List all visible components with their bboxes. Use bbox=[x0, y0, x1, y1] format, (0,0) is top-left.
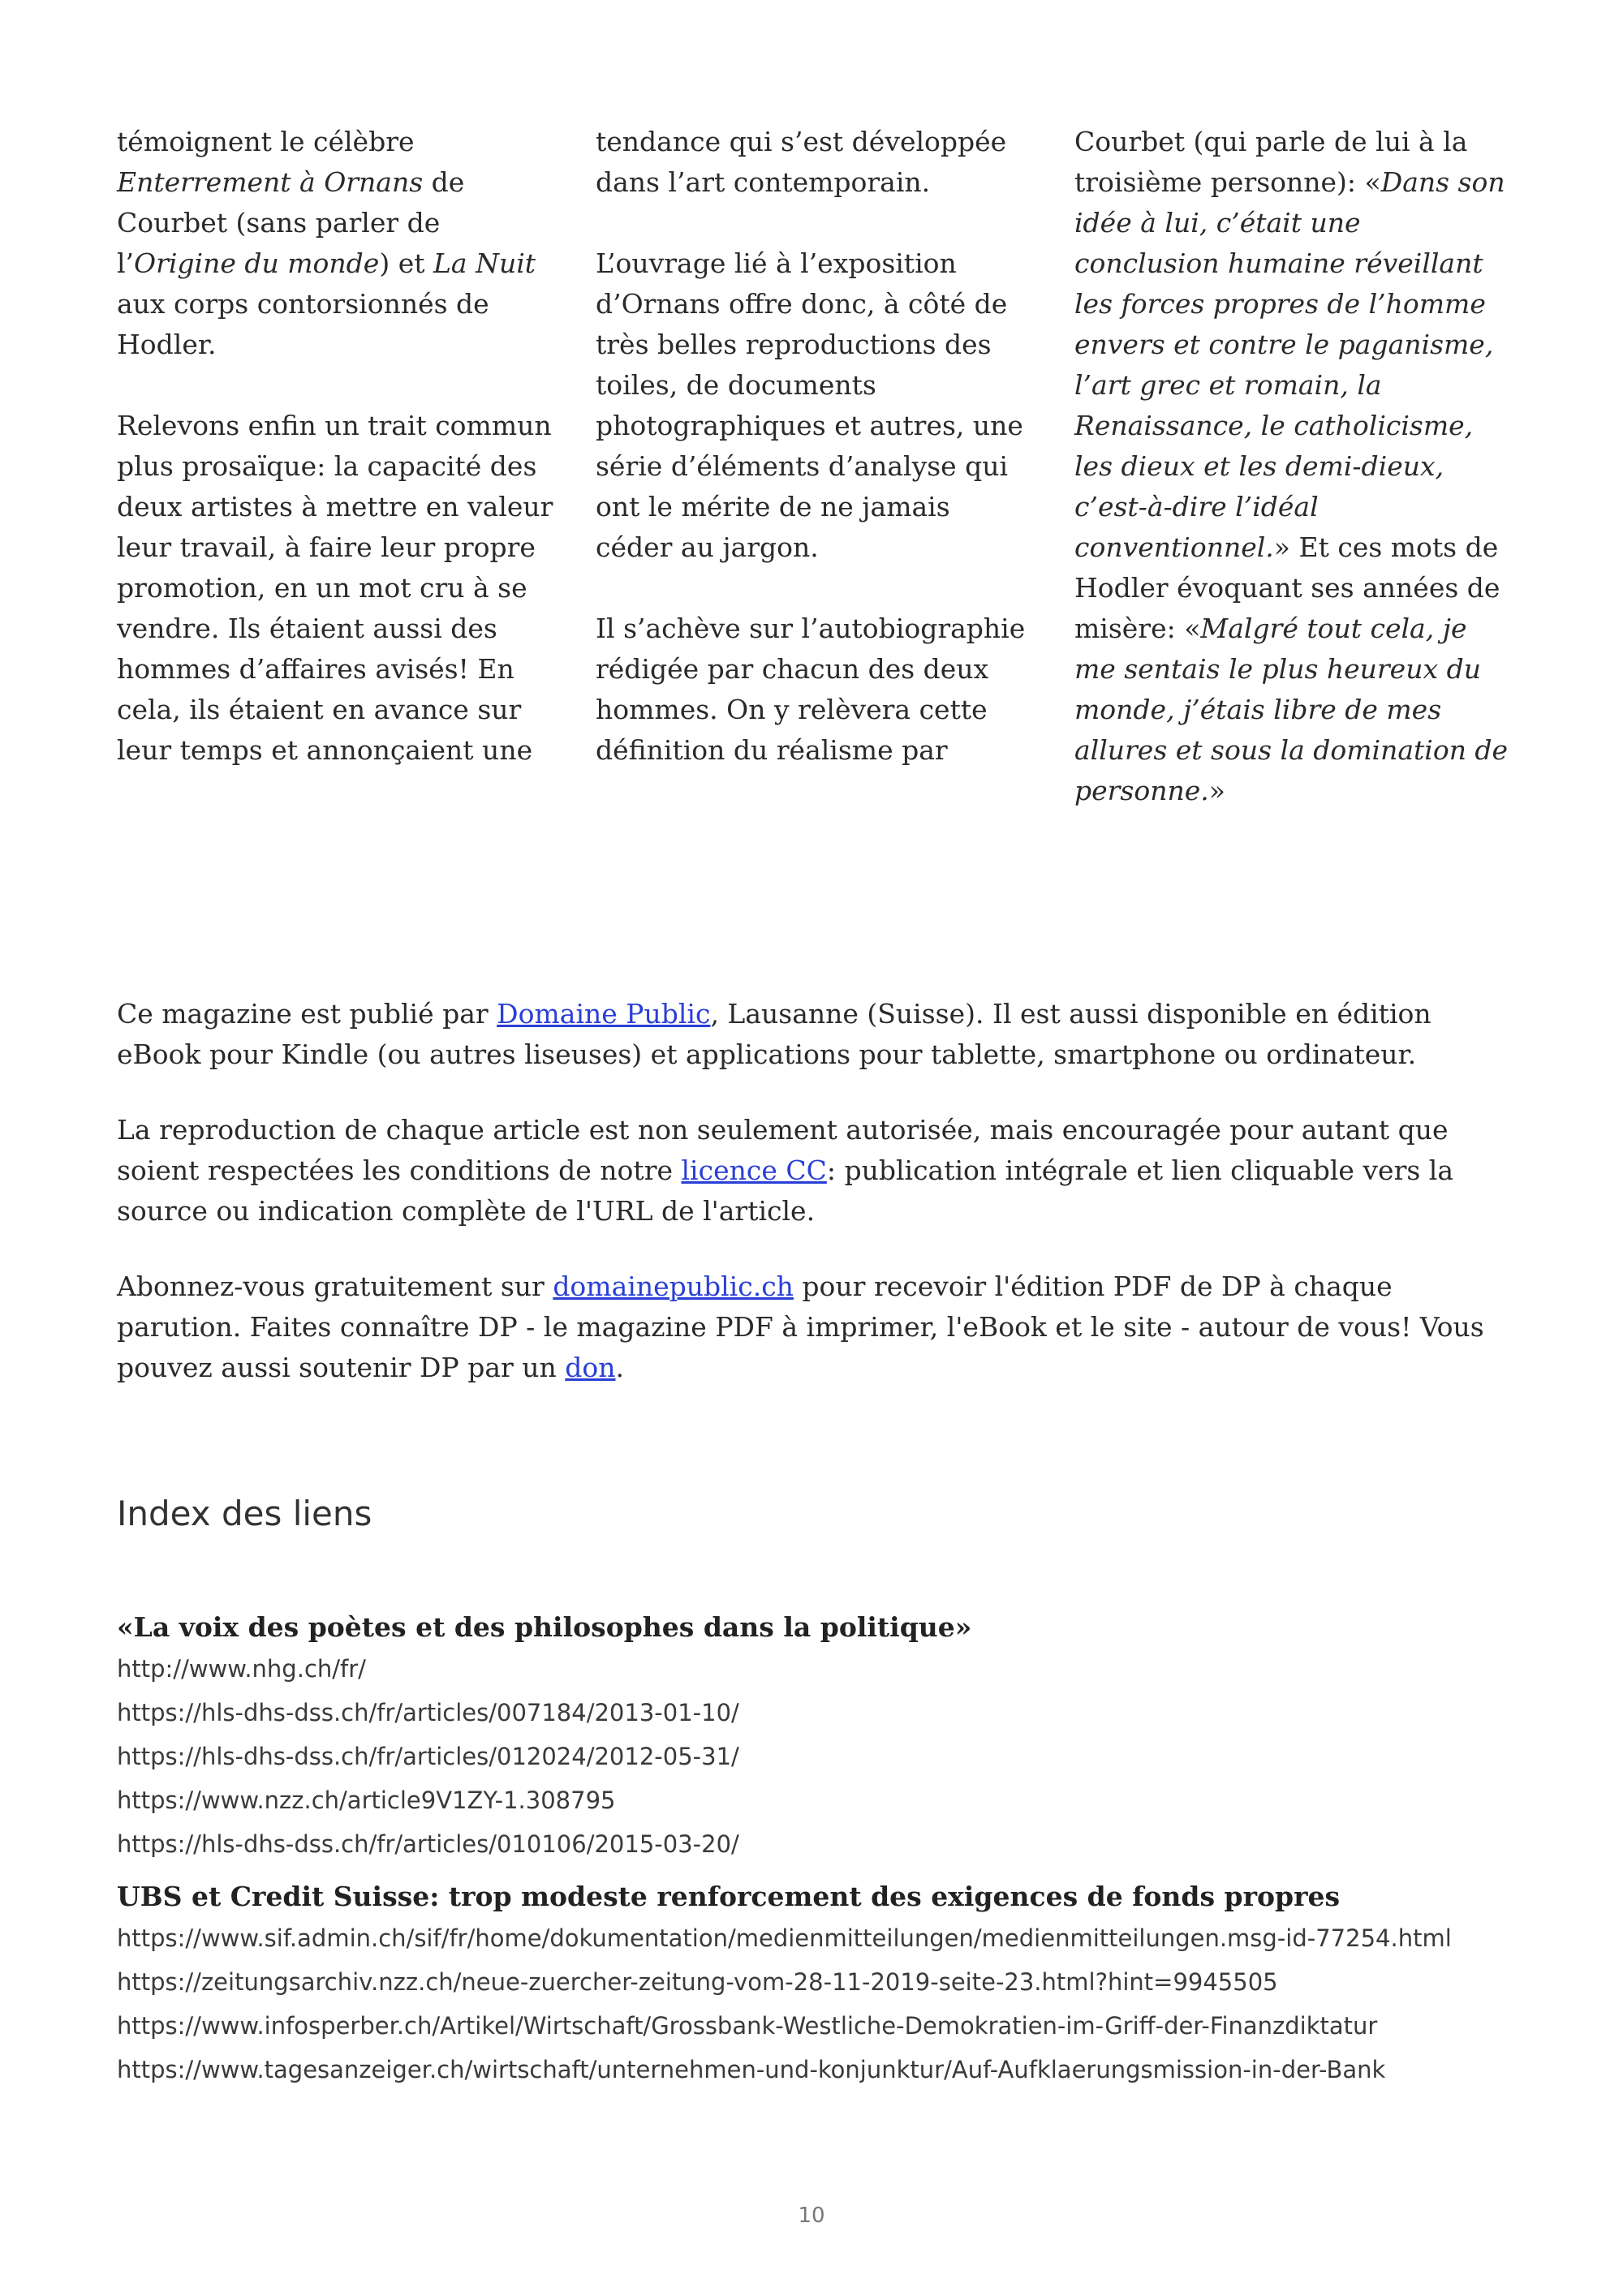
link-group bbox=[117, 1877, 1521, 2092]
index-url: https://zeitungsarchiv.nzz.ch/neue-zuercher-zeitung-vom-28-11-2019-seite-23.html?hint=9945505 bbox=[117, 1968, 1278, 1996]
text-run: ) et bbox=[379, 247, 433, 279]
text-run: La reproduction de chaque article est non seulement autorisée, mais encouragée pour autant que soient respectées les conditions de notre bbox=[117, 1114, 1449, 1186]
page-number: 10 bbox=[798, 2204, 825, 2228]
article-paragraph: Il s’achève sur l’autobiographie rédigée par chacun des deux hommes. On y relèvera cette définition du réalisme par bbox=[596, 613, 1026, 766]
article-columns bbox=[117, 122, 1513, 811]
text-run: Abonnez-vous gratuitement sur bbox=[117, 1271, 553, 1302]
article-column-2 bbox=[596, 122, 1034, 811]
index-url: https://www.tagesanzeiger.ch/wirtschaft/unternehmen-und-konjunktur/Auf-Aufklaerungsmission-in-der-Bank bbox=[117, 2056, 1386, 2083]
text-run: » bbox=[1208, 775, 1225, 806]
index-url: https://www.nzz.ch/article9V1ZY-1.308795 bbox=[117, 1786, 616, 1814]
artwork-title: Origine du monde bbox=[134, 247, 380, 279]
text-run: , Lausanne (Suisse). Il est aussi disponible en édition eBook pour Kindle (ou autres liseuses) et applications pour tablette, smartphone ou ordinateur. bbox=[117, 998, 1431, 1070]
text-run: pour recevoir l'édition PDF de DP à chaque parution. Faites connaître DP - le magazine PDF à imprimer, l'eBook et le site - autour de vous! Vous pouvez aussi soutenir DP par un bbox=[117, 1271, 1484, 1383]
text-run: de Courbet (sans parler de l’ bbox=[117, 166, 465, 279]
artwork-title: Enterrement à Ornans bbox=[117, 166, 424, 198]
text-run: témoignent le célèbre bbox=[117, 126, 415, 157]
notice-paragraph bbox=[117, 1110, 1513, 1232]
article-column-1 bbox=[117, 122, 555, 811]
article-paragraph bbox=[117, 122, 555, 365]
text-run: » Et ces mots de Hodler évoquant ses années de misère: « bbox=[1074, 531, 1500, 644]
notice-paragraph bbox=[117, 1266, 1513, 1388]
domainepublic-link[interactable]: domainepublic.ch bbox=[553, 1271, 794, 1302]
article-paragraph: Relevons enfin un trait commun plus prosaïque: la capacité des deux artistes à mettre en valeur leur travail, à faire leur propre promotion, en un mot cru à se vendre. Ils étaient aussi des hommes d’affaires avisés! En cela, ils étaient en avance sur leur temps et annonçaient une bbox=[117, 410, 553, 766]
article-paragraph bbox=[1074, 122, 1513, 811]
index-url: https://hls-dhs-dss.ch/fr/articles/007184/2013-01-10/ bbox=[117, 1699, 739, 1726]
link-group-title: UBS et Credit Suisse: trop modeste renforcement des exigences de fonds propres bbox=[117, 1881, 1341, 1912]
artwork-title: La Nuit bbox=[433, 247, 536, 279]
index-url: https://hls-dhs-dss.ch/fr/articles/010106/2015-03-20/ bbox=[117, 1830, 739, 1858]
link-group-title: «La voix des poètes et des philosophes dans la politique» bbox=[117, 1611, 972, 1643]
index-url: http://www.nhg.ch/fr/ bbox=[117, 1655, 366, 1683]
link-index-title: Index des liens bbox=[117, 1494, 372, 1533]
index-url: https://www.sif.admin.ch/sif/fr/home/dokumentation/medienmitteilungen/medienmitteilungen.msg-id-77254.html bbox=[117, 1924, 1452, 1952]
licence-cc-link[interactable]: licence CC bbox=[681, 1154, 827, 1186]
link-index bbox=[117, 1608, 1521, 2092]
text-run: : publication intégrale et lien cliquable vers la source ou indication complète de l'URL de l'article. bbox=[117, 1154, 1454, 1227]
article-paragraph: L’ouvrage lié à l’exposition d’Ornans offre donc, à côté de très belles reproductions des toiles, de documents photographiques et autres, une série d’éléments d’analyse qui ont le mérite de ne jamais céder au jargon. bbox=[596, 247, 1023, 563]
article-paragraph: tendance qui s’est développée dans l’art contemporain. bbox=[596, 126, 1007, 198]
domaine-public-link[interactable]: Domaine Public bbox=[497, 998, 711, 1030]
publication-notice bbox=[117, 994, 1513, 1423]
link-group bbox=[117, 1608, 1521, 1866]
text-run: aux corps contorsionnés de Hodler. bbox=[117, 288, 489, 360]
index-url: https://www.infosperber.ch/Artikel/Wirtschaft/Grossbank-Westliche-Demokratien-im-Griff-der-Finanzdiktatur bbox=[117, 2012, 1378, 2040]
quotation: Malgré tout cela, je me sentais le plus heureux du monde, j’étais libre de mes allures et sous la domination de personne. bbox=[1074, 613, 1509, 806]
article-column-3 bbox=[1074, 122, 1513, 811]
text-run: Ce magazine est publié par bbox=[117, 998, 497, 1030]
notice-paragraph bbox=[117, 994, 1513, 1075]
text-run: . bbox=[615, 1352, 625, 1383]
index-url: https://hls-dhs-dss.ch/fr/articles/012024/2012-05-31/ bbox=[117, 1743, 739, 1770]
don-link[interactable]: don bbox=[565, 1352, 616, 1383]
quotation: Dans son idée à lui, c’était une conclusion humaine réveillant les forces propres de l’homme envers et contre le paganisme, l’art grec et romain, la Renaissance, le catholicisme, les dieux et les demi-dieux, c’est-à-dire l’idéal conventionnel. bbox=[1074, 166, 1505, 563]
text-run: Courbet (qui parle de lui à la troisième personne): « bbox=[1074, 126, 1468, 198]
